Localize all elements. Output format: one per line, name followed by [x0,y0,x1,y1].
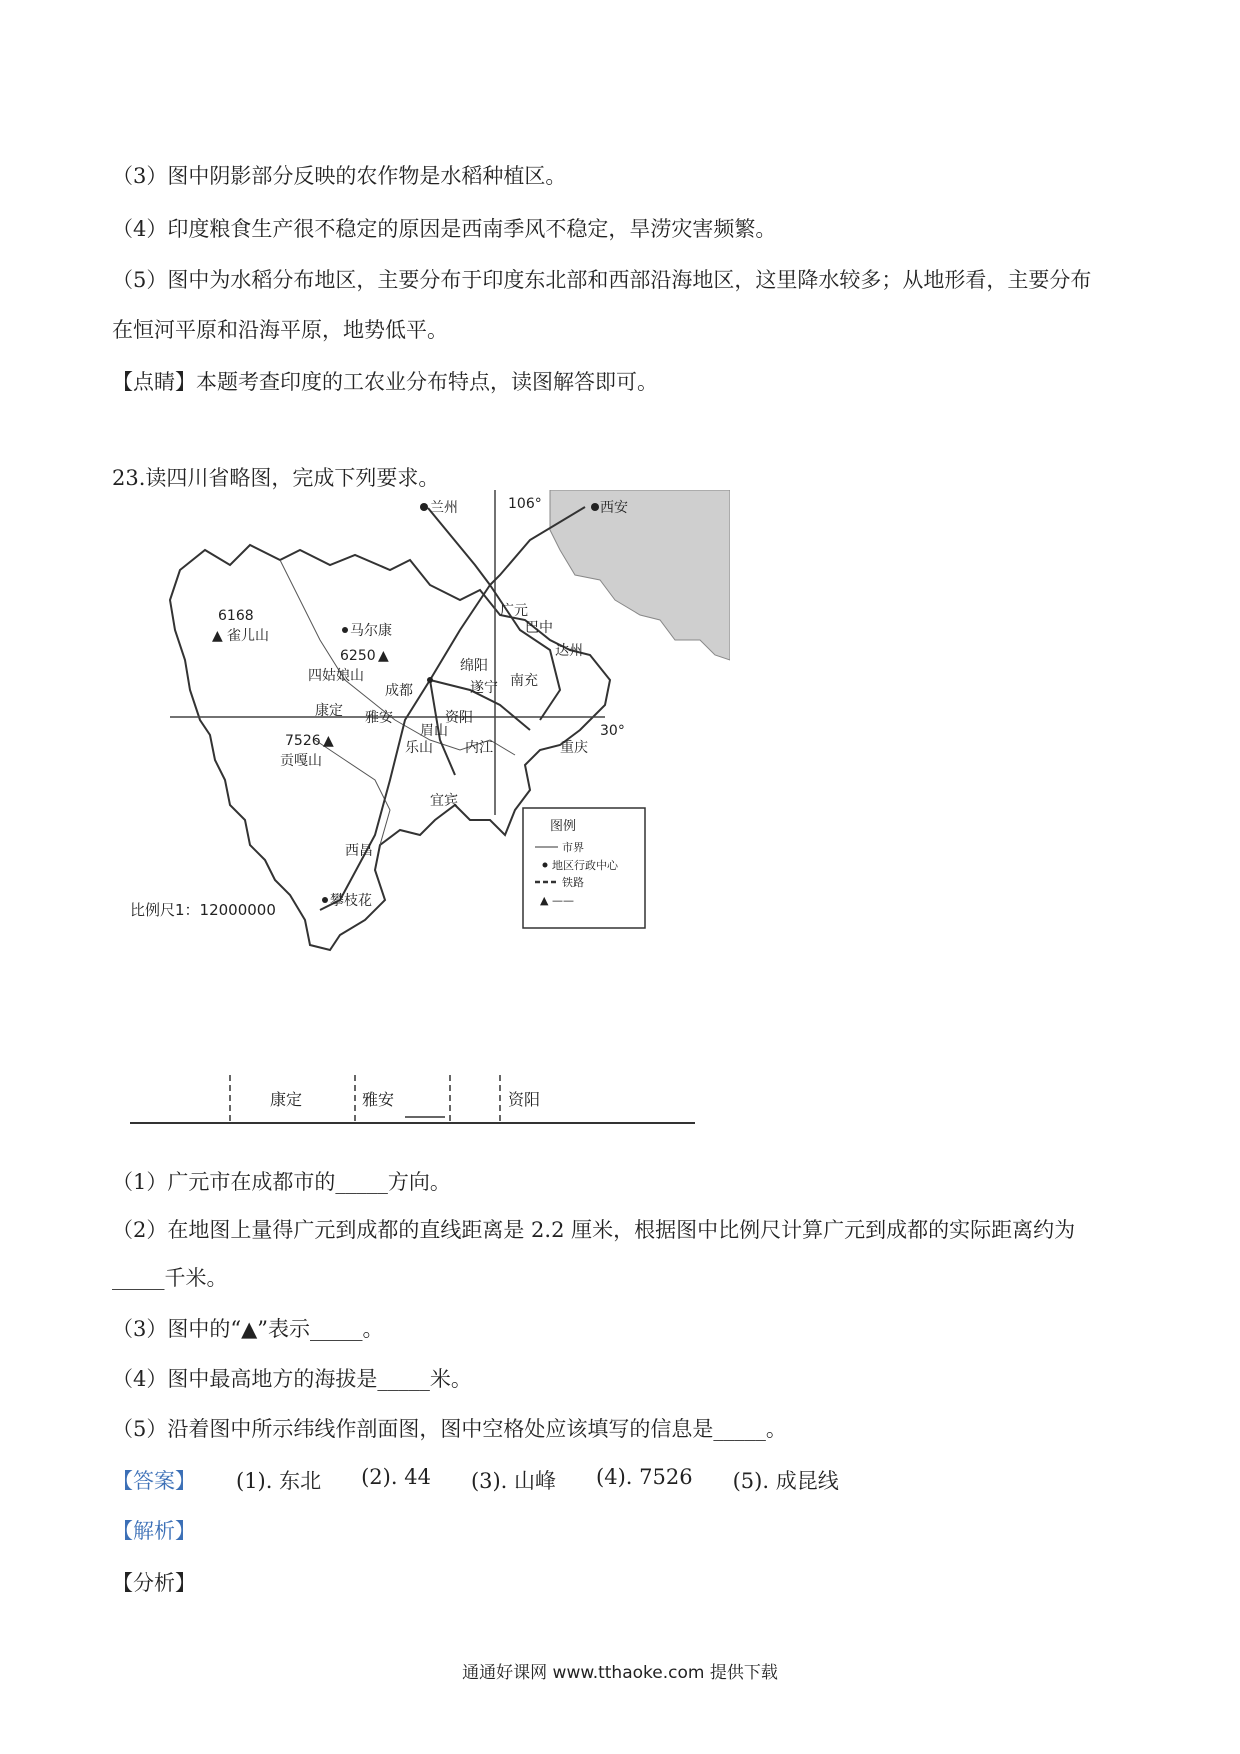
question-3: （3）图中的“▲”表示_____。 [112,1317,384,1341]
city-dot [322,897,328,903]
profile-label: 康定 [270,1090,303,1109]
peak-height: 6168 [218,608,254,624]
city-label: 广元 [500,603,528,619]
profile-strip [130,1075,700,1135]
city-dot [342,627,348,633]
city-label: 马尔康 [350,623,392,639]
legend-title: 图例 [550,819,577,834]
city-label: 成都 [385,683,413,699]
city-label: 攀枝花 [330,893,372,909]
city-label: 西昌 [345,843,373,859]
city-dot [591,503,599,511]
answer-4: (4). 7526 [596,1465,693,1489]
city-label: 康定 [315,703,343,719]
dianjing [112,366,658,396]
question-2-line2: _____千米。 [112,1266,228,1290]
city-label: 达州 [555,643,583,659]
answer-2: (2). 44 [361,1465,431,1489]
peak-triangle: ▲ [323,733,334,749]
peak-height: 6250 [340,648,376,664]
prev-item-5-line2: 在恒河平原和沿海平原，地势低平。 [112,318,448,342]
sichuan-map [130,490,730,1035]
city-label: 重庆 [560,740,588,756]
legend-item: 市界 [562,841,584,854]
legend-item: 地区行政中心 [552,859,618,872]
answer-5: (5). 成昆线 [732,1469,839,1493]
prev-item-5-line1: （5）图中为水稻分布地区，主要分布于印度东北部和西部沿海地区，这里降水较多；从地形看，主要分布 [112,268,1092,292]
legend-item: 铁路 [562,876,584,889]
peak-triangle: ▲ [378,648,389,664]
footer: 通通好课网 www.tthaoke.com 提供下载 [462,1663,778,1683]
city-label: 兰州 [430,500,458,516]
map-shaded-region [550,490,730,660]
prev-item-3: （3）图中阴影部分反映的农作物是水稻种植区。 [112,164,567,188]
answer-row [112,1465,839,1495]
peak-triangle: ▲ [212,628,223,644]
city-label: 南充 [510,673,538,689]
city-label: 巴中 [525,620,553,636]
fenxi-tag: 【分析】 [112,1571,196,1595]
peak-name: 贡嘎山 [280,753,322,769]
legend-item: ▲ —— [540,894,574,907]
question-4: （4）图中最高地方的海拔是_____米。 [112,1367,472,1391]
answer-3: (3). 山峰 [470,1469,557,1493]
question-5: （5）沿着图中所示纬线作剖面图，图中空格处应该填写的信息是_____。 [112,1417,787,1441]
city-dot [420,503,428,511]
profile-label: 雅安 [362,1090,395,1109]
scale-text: 比例尺1：12000000 [130,901,276,919]
city-label: 绵阳 [460,658,488,674]
parallel-label: 30° [600,723,625,739]
city-dot [427,677,433,683]
city-label: 西安 [600,500,628,516]
city-label: 宜宾 [430,793,458,809]
dianjing-text: 本题考查印度的工农业分布特点，读图解答即可。 [196,370,658,394]
question-2-line1: （2）在地图上量得广元到成都的直线距离是 2.2 厘米，根据图中比例尺计算广元到成都的实际距离约为 [112,1218,1076,1242]
question-23-title: 23.读四川省略图，完成下列要求。 [112,466,440,490]
city-label: 遂宁 [470,680,498,696]
city-label: 雅安 [365,710,393,726]
meridian-label: 106° [508,496,542,512]
peak-height: 7526 [285,733,321,749]
jiexi-tag: 【解析】 [112,1519,196,1543]
profile-label: 资阳 [508,1090,541,1109]
peak-name: 雀儿山 [227,628,269,644]
peak-name: 四姑娘山 [308,668,364,684]
answer-tag: 【答案】 [112,1469,196,1493]
city-label: 内江 [465,740,493,756]
question-1: （1）广元市在成都市的_____方向。 [112,1170,451,1194]
city-label: 眉山 [420,723,448,739]
answer-1: (1). 东北 [236,1469,322,1493]
city-label: 资阳 [445,710,473,726]
dianjing-tag: 【点睛】 [112,370,196,394]
city-label: 乐山 [405,740,433,756]
prev-item-4: （4）印度粮食生产很不稳定的原因是西南季风不稳定，旱涝灾害频繁。 [112,217,777,241]
